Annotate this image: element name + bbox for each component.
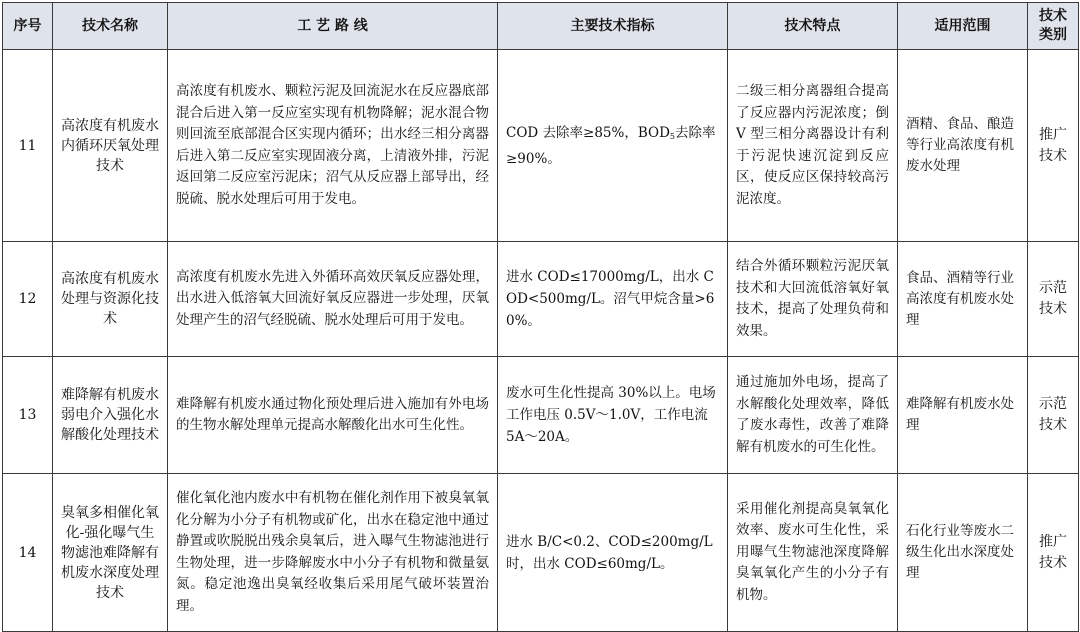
cell-category: 示范技术: [1028, 357, 1079, 474]
cell-no: 13: [3, 357, 53, 474]
header-name: 技术名称: [53, 3, 168, 50]
cell-name: 高浓度有机废水内循环厌氧处理技术: [53, 50, 168, 242]
technology-table: [2, 2, 1079, 632]
table-row: [3, 474, 1079, 632]
table-row: [3, 357, 1079, 474]
header-category-line2: 类别: [1039, 27, 1067, 43]
header-no: 序号: [3, 3, 53, 50]
cell-index: 废水可生化性提高 30%以上。电场工作电压 0.5V～1.0V，工作电流 5A～20A。: [498, 357, 728, 474]
cell-no: 12: [3, 242, 53, 357]
header-scope: 适用范围: [898, 3, 1028, 50]
header-feature: 技术特点: [728, 3, 898, 50]
table-row: [3, 50, 1079, 242]
header-route: 工 艺 路 线: [168, 3, 498, 50]
cell-route: 高浓度有机废水、颗粒污泥及回流泥水在反应器底部混合后进入第一反应室实现有机物降解；泥水混合物则回流至底部混合区实现内循环；出水经三相分离器后进入第二反应室实现固液分离，上清液外排，污泥返回第二反应室污泥床；沼气从反应器上部导出，经脱硫、脱水处理后可用于发电。: [168, 50, 498, 242]
cell-scope: 酒精、食品、酿造等行业高浓度有机废水处理: [898, 50, 1028, 242]
cell-feature: 结合外循环颗粒污泥厌氧技术和大回流低溶氧好氧技术，提高了处理负荷和效果。: [728, 242, 898, 357]
cell-category: 推广技术: [1028, 50, 1079, 242]
cell-category: 示范技术: [1028, 242, 1079, 357]
cell-index: 进水 B/C<0.2、COD≤200mg/L 时，出水 COD≤60mg/L。: [498, 474, 728, 632]
cell-name: 高浓度有机废水处理与资源化技术: [53, 242, 168, 357]
cell-scope: 难降解有机废水处理: [898, 357, 1028, 474]
header-index: 主要技术指标: [498, 3, 728, 50]
cell-feature: 二级三相分离器组合提高了反应器内污泥浓度；倒 V 型三相分离器设计有利于污泥快速沉淀到反应区，使反应区保持较高污泥浓度。: [728, 50, 898, 242]
cell-index-part1: COD 去除率≥85%，BOD: [506, 124, 670, 141]
cell-name: 臭氧多相催化氧化-强化曝气生物滤池难降解有机废水深度处理技术: [53, 474, 168, 632]
cell-route: 难降解有机废水通过物化预处理后进入施加有外电场的生物水解处理单元提高水解酸化出水可生化性。: [168, 357, 498, 474]
header-category-line1: 技术: [1039, 8, 1067, 24]
header-row: [3, 3, 1079, 50]
cell-category: 推广技术: [1028, 474, 1079, 632]
cell-scope: 食品、酒精等行业高浓度有机废水处理: [898, 242, 1028, 357]
table-row: [3, 242, 1079, 357]
cell-index-part2: 去除率≥90%。: [506, 124, 716, 167]
cell-route: 高浓度有机废水先进入外循环高效厌氧反应器处理，出水进入低溶氧大回流好氧反应器进一步处理，厌氧处理产生的沼气经脱硫、脱水处理后可用于发电。: [168, 242, 498, 357]
cell-no: 14: [3, 474, 53, 632]
cell-no: 11: [3, 50, 53, 242]
header-category: [1028, 3, 1079, 50]
cell-name: 难降解有机废水弱电介入强化水解酸化处理技术: [53, 357, 168, 474]
cell-feature: 采用催化剂提高臭氧氧化效率、废水可生化性，采用曝气生物滤池深度降解臭氧氧化产生的小分子有机物。: [728, 474, 898, 632]
cell-scope: 石化行业等废水二级生化出水深度处理: [898, 474, 1028, 632]
cell-route: 催化氧化池内废水中有机物在催化剂作用下被臭氧氧化分解为小分子有机物或矿化，出水在稳定池中通过静置或吹脱脱出残余臭氧后，进入曝气生物滤池进行生物处理，进一步降解废水中小分子有机物和微量氨氮。稳定池逸出臭氧经收集后采用尾气破坏装置治理。: [168, 474, 498, 632]
cell-index: [498, 50, 728, 242]
cell-index: 进水 COD≤17000mg/L，出水 COD<500mg/L。沼气甲烷含量>60%。: [498, 242, 728, 357]
cell-index-subscript: 5: [669, 131, 675, 141]
cell-feature: 通过施加外电场，提高了水解酸化处理效率，降低了废水毒性，改善了难降解有机废水的可生化性。: [728, 357, 898, 474]
